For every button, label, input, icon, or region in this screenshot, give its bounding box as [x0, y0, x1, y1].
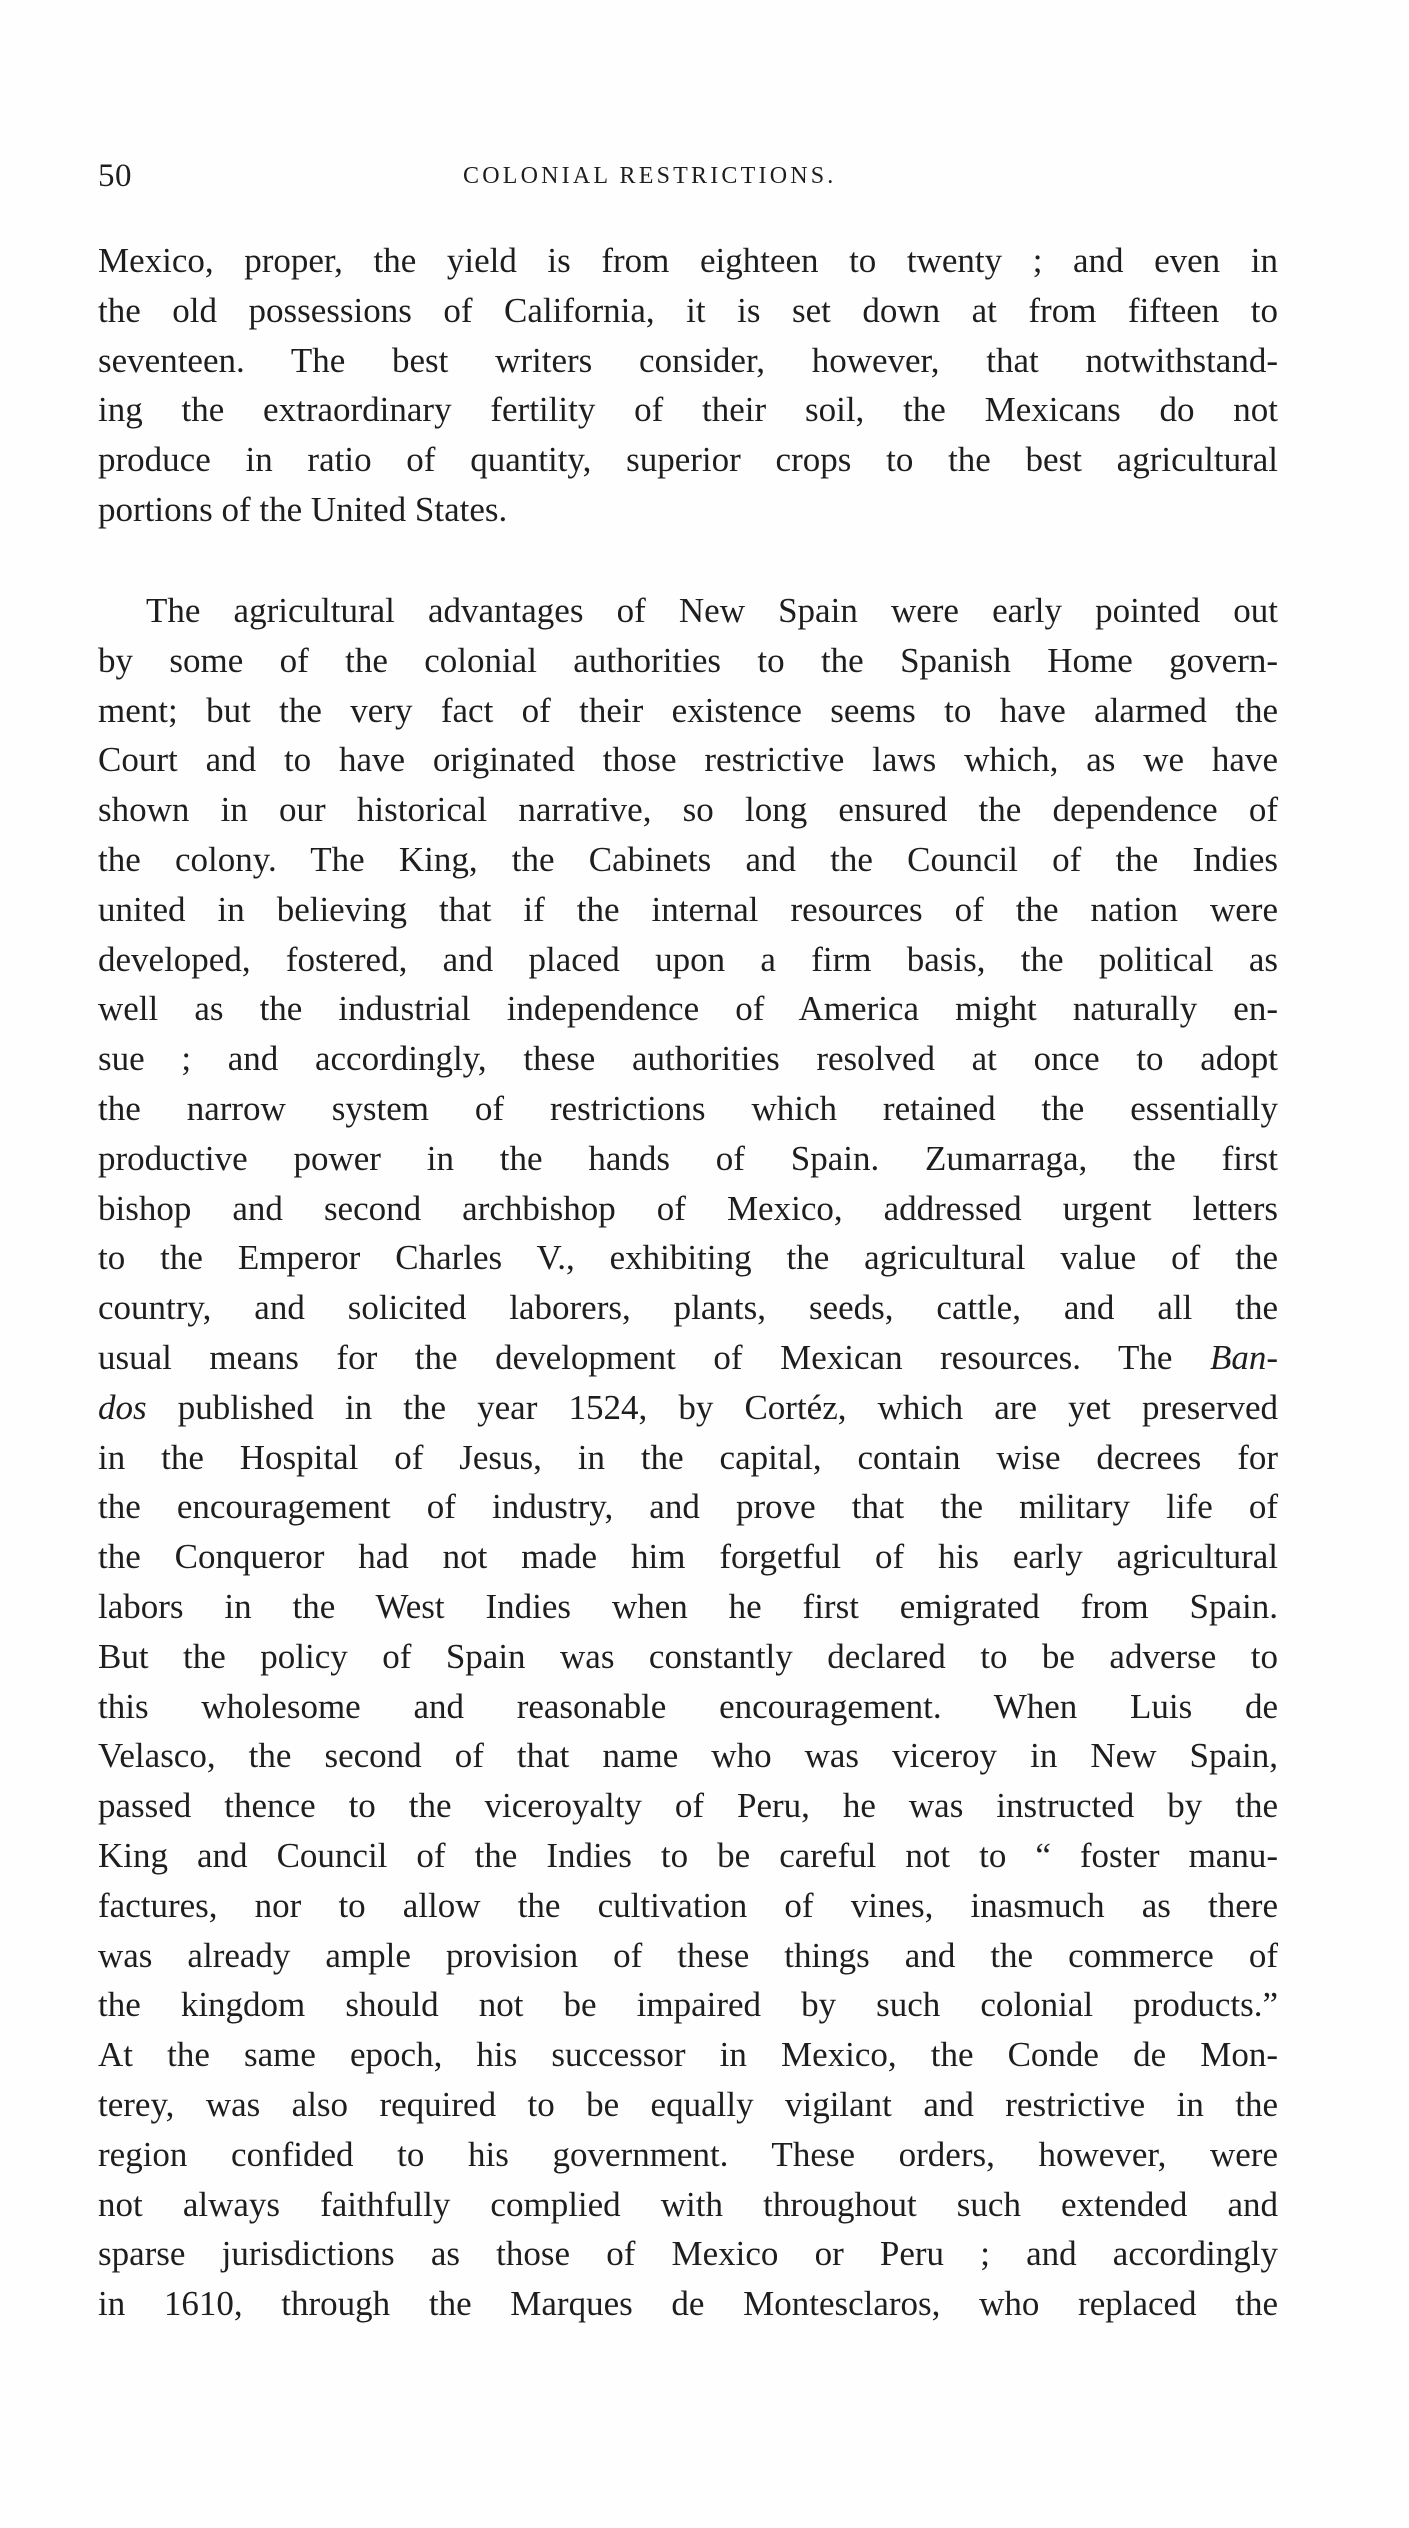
text-line: sue ; and accordingly, these authorities resolved at once to adopt [98, 1039, 1278, 1079]
text-line: But the policy of Spain was constantly declared to be adverse to [98, 1636, 1278, 1676]
text-line: the colony. The King, the Cabinets and the Council of the Indies [98, 839, 1278, 879]
paragraph-1 [98, 236, 1278, 535]
running-title: COLONIAL RESTRICTIONS. [463, 163, 837, 189]
text-line: produce in ratio of quantity, superior crops to the best agricultural [98, 440, 1278, 480]
running-head [98, 156, 1278, 196]
text-line: shown in our historical narrative, so long ensured the dependence of [98, 790, 1278, 830]
italic-term: dos [98, 1387, 147, 1427]
text-line: well as the industrial independence of America might naturally en- [98, 989, 1278, 1029]
text-line: the kingdom should not be impaired by such colonial products.” [98, 1985, 1278, 2025]
text-line: terey, was also required to be equally vigilant and restrictive in the [98, 2084, 1278, 2124]
italic-term: Ban- [1209, 1337, 1278, 1377]
text-line-with-italic [98, 1333, 1278, 1383]
text-line: in 1610, through the Marques de Montesclaros, who replaced the [98, 2284, 1278, 2324]
text-line: region confided to his government. These orders, however, were [98, 2134, 1278, 2174]
text-line: ing the extraordinary fertility of their soil, the Mexicans do not [98, 390, 1278, 430]
text-line: bishop and second archbishop of Mexico, addressed urgent letters [98, 1188, 1278, 1228]
text-segment: published in the year 1524, by Cortéz, which are yet preserved [177, 1387, 1278, 1427]
text-segment: usual means for the development of Mexican resources. The [98, 1337, 1173, 1377]
text-line: the old possessions of California, it is set down at from fifteen to [98, 290, 1278, 330]
page-number: 50 [98, 158, 132, 194]
text-line: the Conqueror had not made him forgetful of his early agricultural [98, 1537, 1278, 1577]
text-line: sparse jurisdictions as those of Mexico or Peru ; and accordingly [98, 2234, 1278, 2274]
text-line: Velasco, the second of that name who was viceroy in New Spain, [98, 1736, 1278, 1776]
text-line: Court and to have originated those restrictive laws which, as we have [98, 740, 1278, 780]
text-line: factures, nor to allow the cultivation of vines, inasmuch as there [98, 1885, 1278, 1925]
text-line: country, and solicited laborers, plants, seeds, cattle, and all the [98, 1288, 1278, 1328]
text-line: not always faithfully complied with throughout such extended and [98, 2184, 1278, 2224]
text-line: was already ample provision of these things and the commerce of [98, 1935, 1278, 1975]
text-line: Mexico, proper, the yield is from eighteen to twenty ; and even in [98, 241, 1278, 280]
text-line: in the Hospital of Jesus, in the capital, contain wise decrees for [98, 1437, 1278, 1477]
text-line: ment; but the very fact of their existence seems to have alarmed the [98, 690, 1278, 730]
paragraph-2 [98, 586, 1278, 2329]
text-line-with-italic [98, 1383, 1278, 1433]
text-line: King and Council of the Indies to be careful not to “ foster manu- [98, 1835, 1278, 1875]
text-line: At the same epoch, his successor in Mexico, the Conde de Mon- [98, 2035, 1278, 2075]
text-line: to the Emperor Charles V., exhibiting the agricultural value of the [98, 1238, 1278, 1278]
text-line: the encouragement of industry, and prove that the military life of [98, 1487, 1278, 1527]
text-line: portions of the United States. [98, 489, 508, 529]
text-line: the narrow system of restrictions which retained the essentially [98, 1088, 1278, 1128]
text-line: seventeen. The best writers consider, however, that notwithstand- [98, 340, 1278, 380]
text-line: passed thence to the viceroyalty of Peru, he was instructed by the [98, 1786, 1278, 1826]
text-line: by some of the colonial authorities to the Spanish Home govern- [98, 640, 1278, 680]
text-line: united in believing that if the internal resources of the nation were [98, 889, 1278, 929]
text-line: The agricultural advantages of New Spain were early pointed out [146, 591, 1278, 630]
text-line: productive power in the hands of Spain. Zumarraga, the first [98, 1138, 1278, 1178]
text-line: labors in the West Indies when he first emigrated from Spain. [98, 1586, 1278, 1626]
text-line: developed, fostered, and placed upon a firm basis, the political as [98, 939, 1278, 979]
text-line: this wholesome and reasonable encouragement. When Luis de [98, 1686, 1278, 1726]
